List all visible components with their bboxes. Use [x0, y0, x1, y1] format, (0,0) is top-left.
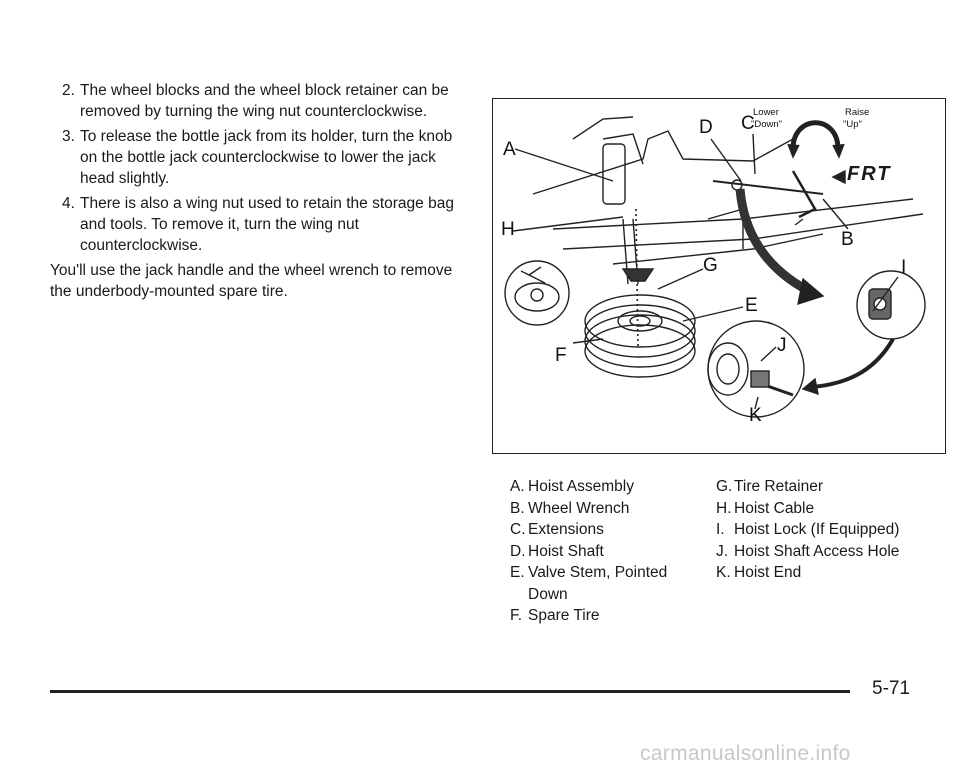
legend-item [510, 562, 710, 605]
callout-d: D [699, 117, 713, 138]
legend-letter: D. [510, 542, 526, 560]
legend-letter: I. [716, 521, 725, 538]
lower-down-label: "Down" [751, 119, 783, 130]
step-text: There is also a wing nut used to retain the storage bag and tools. To remove it, turn the wing nut counterclockwise. [80, 195, 454, 254]
step-number: 3. [62, 128, 75, 145]
legend-right-column [716, 476, 916, 584]
site-watermark: carmanualsonline.info [640, 742, 851, 765]
legend-item [716, 519, 916, 541]
illustration-drawing [493, 99, 947, 455]
callout-i: I [901, 257, 907, 278]
legend-text: Hoist End [734, 564, 802, 581]
legend-item [510, 605, 710, 627]
instructions [50, 80, 470, 302]
step-text: The wheel blocks and the wheel block retainer can be removed by turning the wing nut counterclockwise. [80, 82, 449, 120]
step-text: To release the bottle jack from its holder, turn the knob on the bottle jack counterclockwise to lower the jack head slightly. [80, 128, 453, 187]
legend-text: Wheel Wrench [528, 499, 630, 517]
callout-c: C [741, 113, 755, 134]
raise-label: Raise [845, 107, 870, 118]
step-item [50, 80, 470, 122]
legend-text: Hoist Lock (If Equipped) [734, 521, 900, 538]
footer-rule [50, 690, 850, 693]
legend-item [716, 476, 916, 498]
legend-item [716, 541, 916, 563]
legend-text: Extensions [528, 521, 604, 538]
callout-a: A [503, 139, 516, 160]
callout-b: B [841, 229, 854, 250]
callout-f: F [555, 345, 567, 366]
legend-text: Hoist Cable [734, 499, 815, 517]
front-indicator: FRT [847, 163, 892, 185]
legend-letter: H. [716, 499, 732, 517]
raise-up-label: "Up" [843, 119, 862, 130]
callout-k: K [749, 405, 762, 426]
legend-item [716, 562, 916, 584]
legend-letter: A. [510, 478, 525, 495]
legend-letter: G. [716, 478, 733, 495]
step-number: 4. [62, 195, 75, 212]
step-item [50, 193, 470, 256]
legend-text: Spare Tire [528, 607, 600, 624]
page-number: 5-71 [872, 678, 911, 699]
step-number: 2. [62, 82, 75, 99]
step-item [50, 126, 470, 189]
legend-letter: J. [716, 542, 729, 560]
body-paragraph: You'll use the jack handle and the wheel wrench to remove the underbody-mounted spare tire. [50, 262, 453, 300]
legend-text: Hoist Shaft [528, 542, 604, 560]
legend-letter: F. [510, 607, 523, 624]
legend-letter: E. [510, 564, 525, 581]
legend-left-column [510, 476, 710, 627]
legend-item [510, 476, 710, 498]
callout-j: J [777, 335, 787, 356]
legend-letter: C. [510, 521, 526, 538]
legend-text: Tire Retainer [734, 478, 824, 495]
legend-letter: K. [716, 564, 731, 581]
legend-letter: B. [510, 499, 525, 517]
callout-g: G [703, 255, 718, 276]
legend-item [716, 498, 916, 520]
legend-item [510, 541, 710, 563]
spare-tire-illustration [492, 98, 946, 454]
callout-e: E [745, 295, 758, 316]
legend-item [510, 498, 710, 520]
legend-item [510, 519, 710, 541]
legend-text: Hoist Shaft Access Hole [734, 542, 900, 560]
legend-text: Hoist Assembly [528, 478, 634, 495]
legend-text: Valve Stem, Pointed Down [528, 564, 668, 603]
lower-label: Lower [753, 107, 779, 118]
callout-h: H [501, 219, 515, 240]
